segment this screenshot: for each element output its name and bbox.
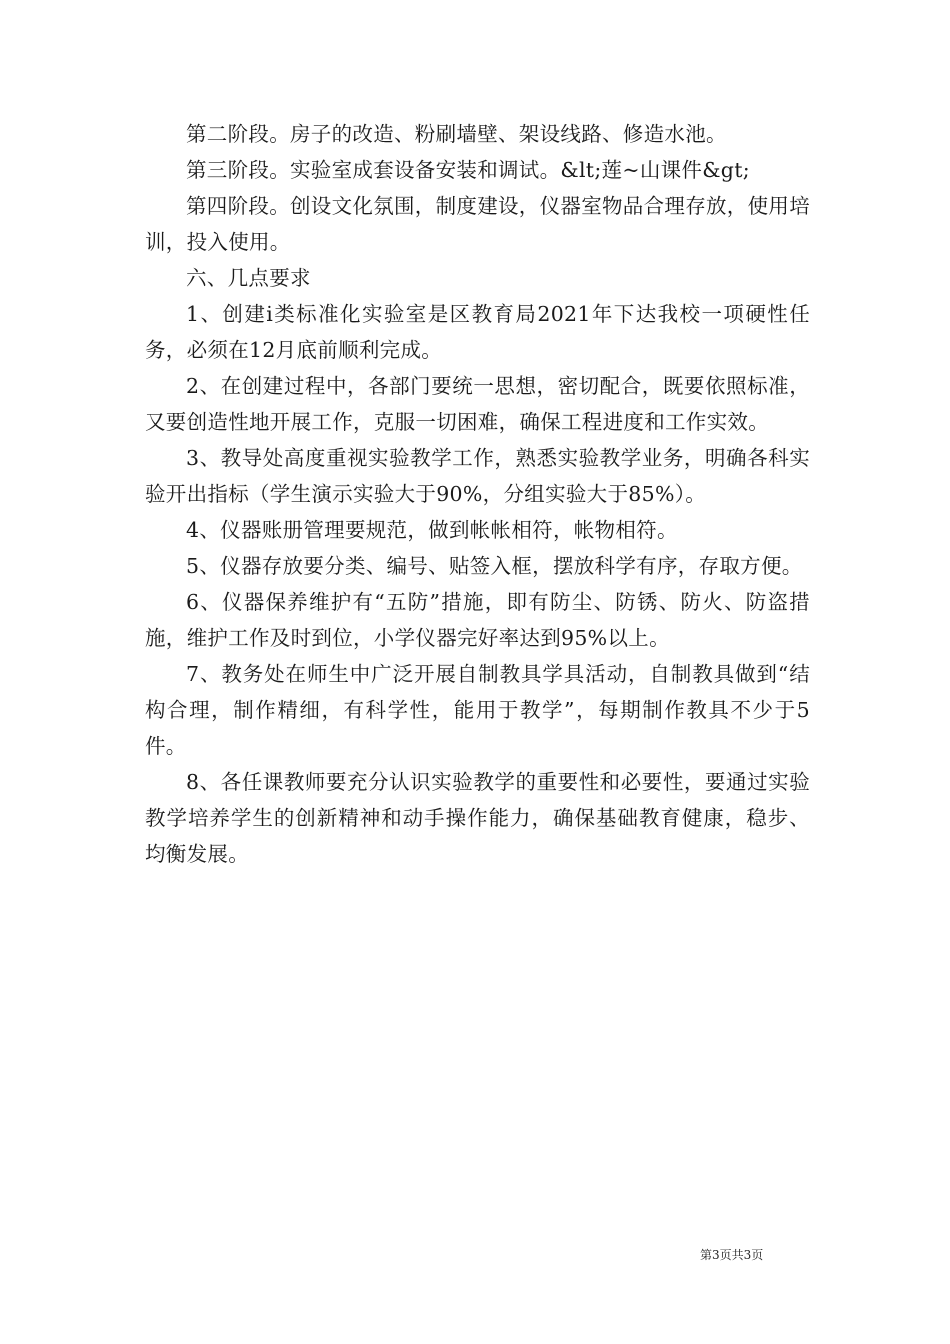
paragraph-stage-two: 第二阶段。房子的改造、粉刷墙壁、架设线路、修造水池。	[186, 122, 727, 146]
requirement-item-7: 7、教务处在师生中广泛开展自制教具学具活动，自制教具做到“结构合理，制作精细，有科学性，能用于教学”，每期制作教具不少于5件。	[145, 662, 810, 758]
page-number: 第3页共3页	[700, 1248, 764, 1262]
document-body	[145, 116, 810, 872]
paragraph-stage-three: 第三阶段。实验室成套设备安装和调试。&lt;莲~山课件&gt;	[186, 158, 750, 182]
requirement-item-2: 2、在创建过程中，各部门要统一思想，密切配合，既要依照标准，又要创造性地开展工作，克服一切困难，确保工程进度和工作实效。	[145, 374, 810, 434]
requirement-item-3: 3、教导处高度重视实验教学工作，熟悉实验教学业务，明确各科实验开出指标（学生演示实验大于90%，分组实验大于85%）。	[145, 446, 810, 506]
section-heading-requirements: 六、几点要求	[186, 266, 311, 290]
requirement-item-5: 5、仪器存放要分类、编号、贴签入框，摆放科学有序，存取方便。	[186, 554, 803, 578]
requirement-item-6: 6、仪器保养维护有“五防”措施，即有防尘、防锈、防火、防盗措施，维护工作及时到位，小学仪器完好率达到95%以上。	[145, 590, 810, 650]
requirement-item-8: 8、各任课教师要充分认识实验教学的重要性和必要性，要通过实验教学培养学生的创新精神和动手操作能力，确保基础教育健康，稳步、均衡发展。	[145, 770, 810, 866]
requirement-item-1: 1、创建i类标准化实验室是区教育局2021年下达我校一项硬性任务，必须在12月底前顺利完成。	[145, 302, 810, 362]
paragraph-stage-four: 第四阶段。创设文化氛围，制度建设，仪器室物品合理存放，使用培训，投入使用。	[145, 194, 810, 254]
requirement-item-4: 4、仪器账册管理要规范，做到帐帐相符，帐物相符。	[186, 518, 678, 542]
